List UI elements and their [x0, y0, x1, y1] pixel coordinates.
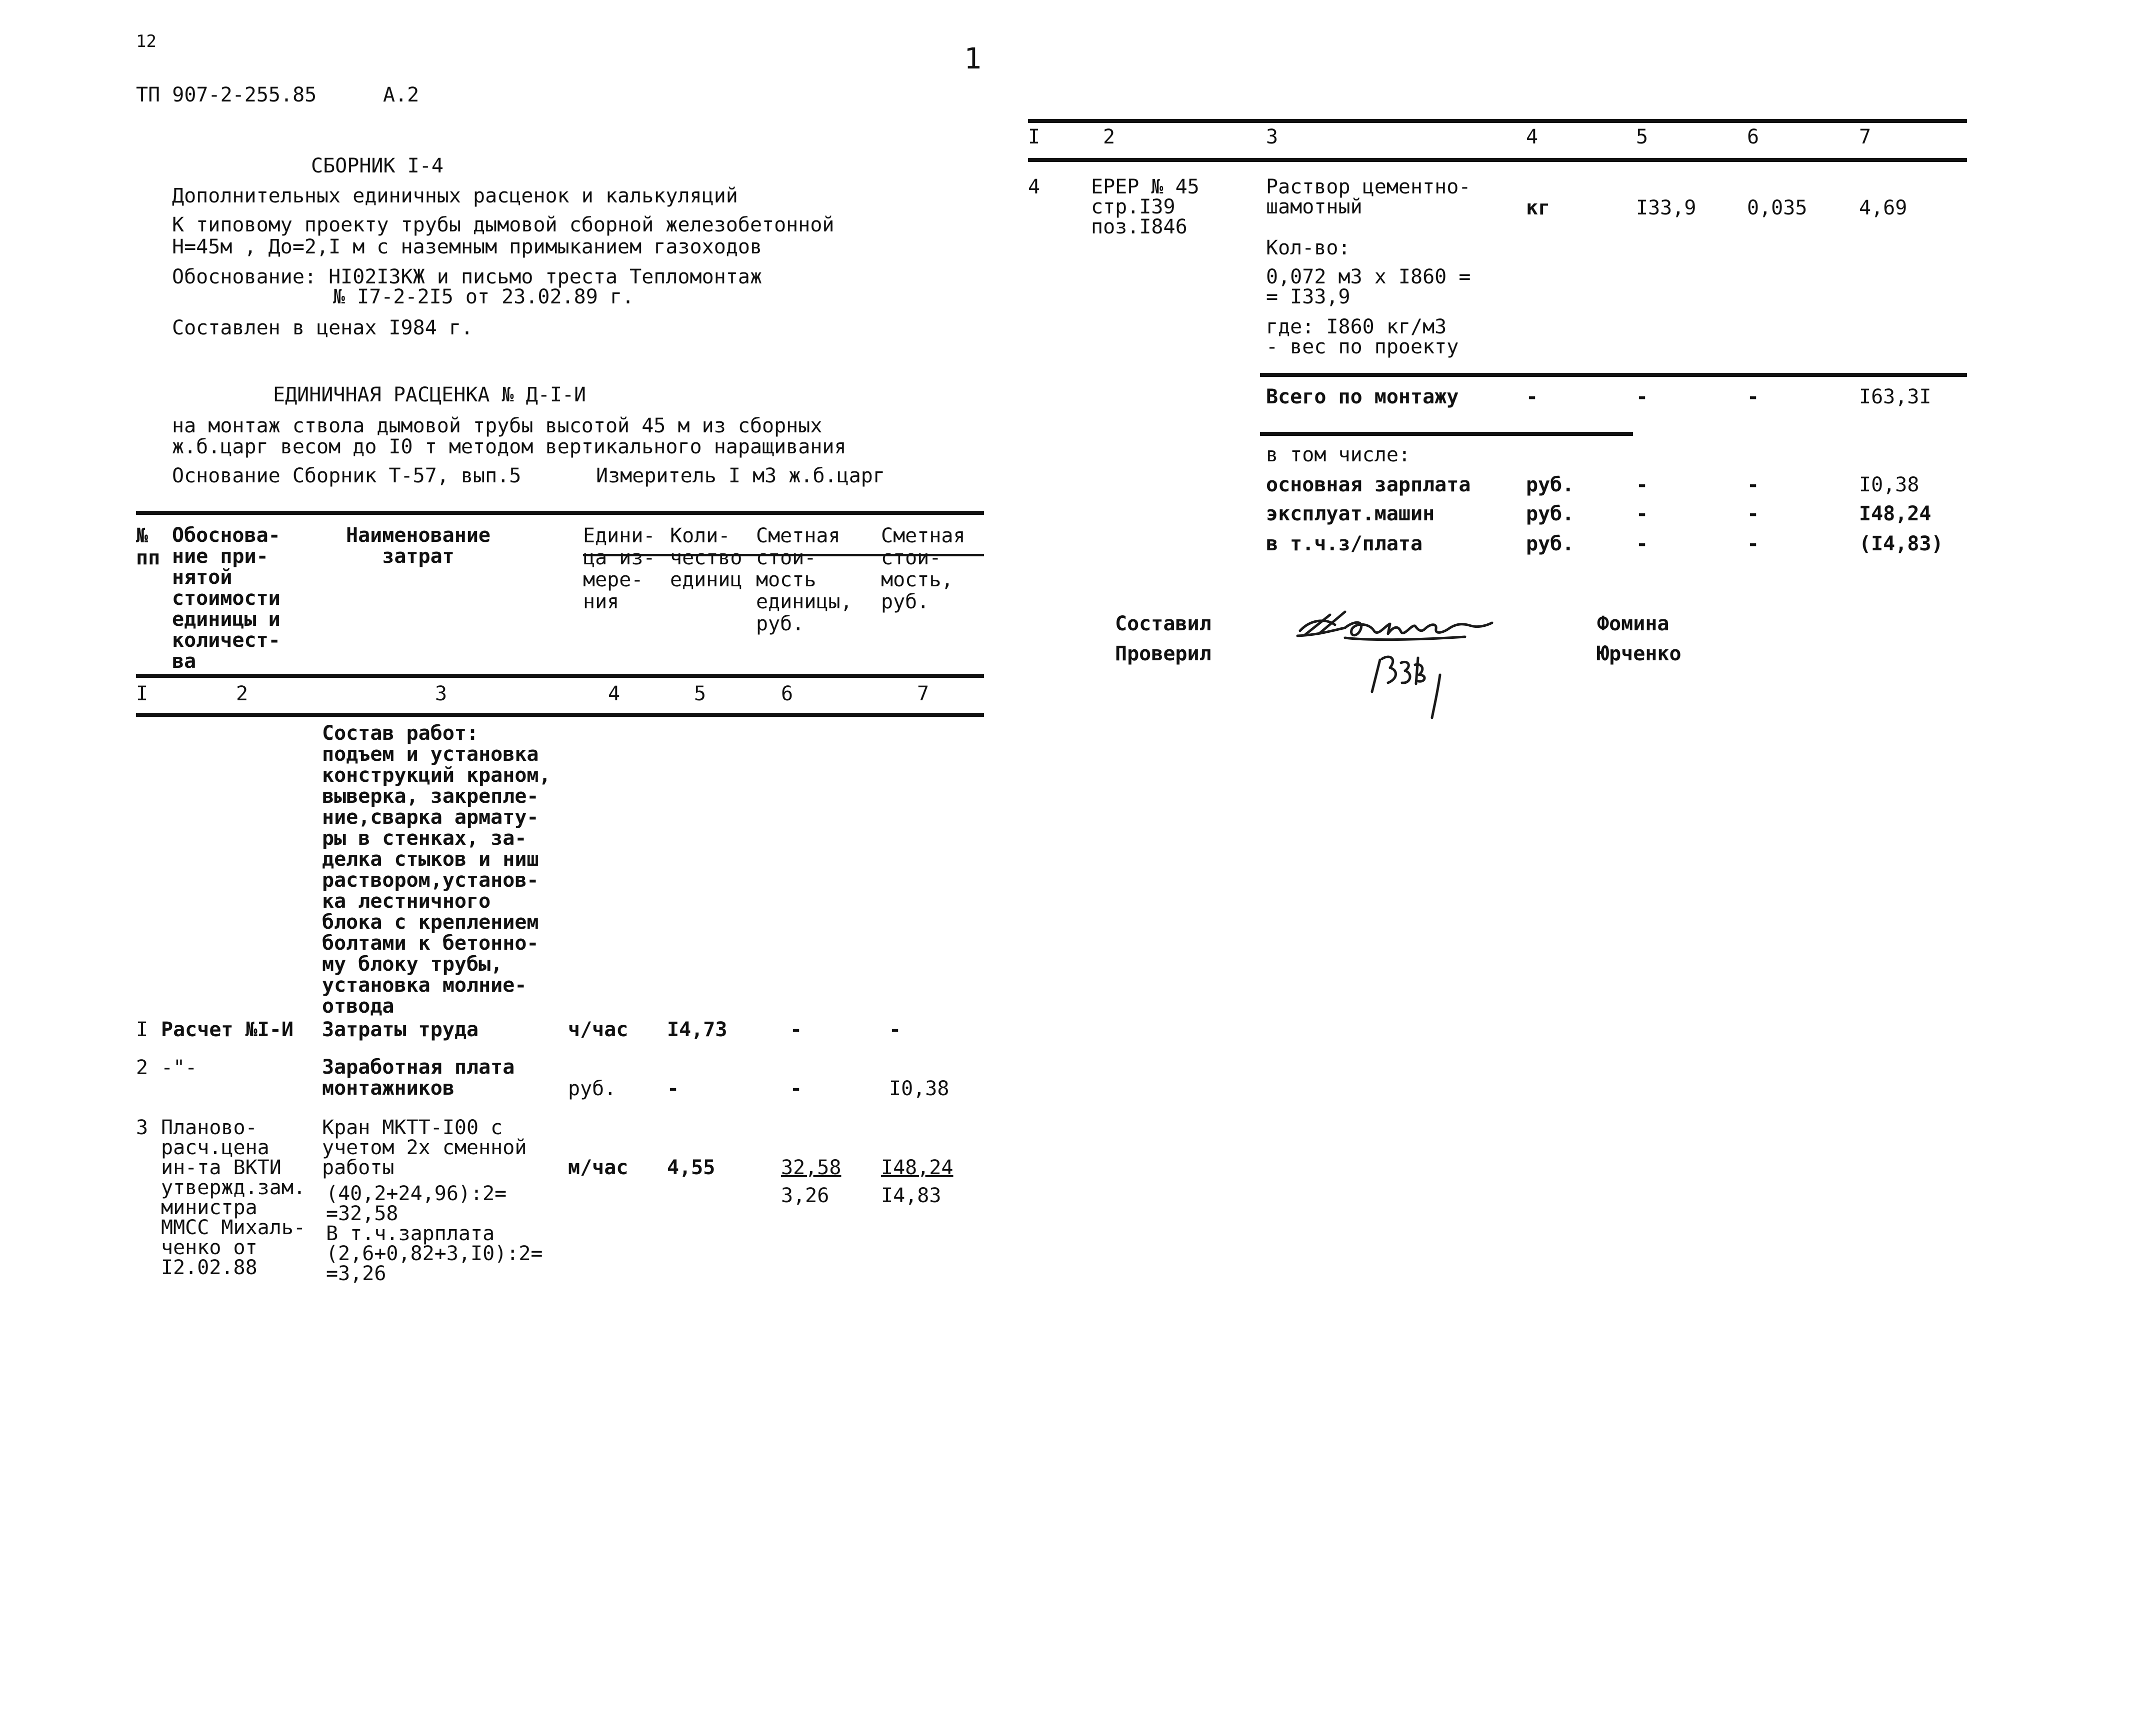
row-cost: -	[889, 1018, 902, 1041]
quantity-calculation: 0,072 м3 х I860 = = I33,9	[1266, 265, 1471, 308]
row-cost: 4,69	[1859, 196, 1908, 219]
corner-page-number: 12	[136, 31, 156, 51]
rate-basis: Основание Сборник Т-57, вып.5	[172, 464, 522, 487]
compiled-by-label: Составил	[1115, 612, 1212, 635]
including-item-col-7: (I4,83)	[1859, 532, 1944, 555]
page-marker: 1	[964, 41, 982, 75]
rate-title: ЕДИНИЧНАЯ РАСЦЕНКА № Д-I-И	[273, 383, 586, 406]
checked-by-name: Юрченко	[1597, 642, 1682, 665]
col-number-5: 5	[694, 682, 706, 705]
header-basis-line: Обоснование: НI02I3КЖ и письмо треста Тепломонтаж	[172, 265, 762, 288]
right-col-number-5: 5	[1636, 125, 1648, 148]
row-basis: -"-	[161, 1056, 198, 1079]
row-qty: -	[667, 1077, 680, 1100]
right-col-number-4: 4	[1526, 125, 1538, 148]
rate-line-1: на монтаж ствола дымовой трубы высотой 45 м из сборных	[172, 414, 822, 437]
including-item-col-5: -	[1636, 473, 1648, 496]
row-cost: I0,38	[889, 1077, 950, 1100]
header-prices-line: Составлен в ценах I984 г.	[172, 316, 474, 339]
col-number-3: 3	[435, 682, 448, 705]
including-item-col-6: -	[1747, 532, 1760, 555]
row-name: Кран МКТТ-I00 с учетом 2х сменной работы	[322, 1116, 527, 1179]
rate-meter: Измеритель I м3 ж.б.царг	[596, 464, 885, 487]
including-item-col-6: -	[1747, 473, 1760, 496]
col-number-2: 2	[236, 682, 248, 705]
row-name: Затраты труда	[322, 1018, 479, 1041]
row-unit: руб.	[568, 1077, 616, 1100]
col-header-cost: Сметная стои- мость, руб.	[881, 524, 966, 613]
checked-by-label: Проверил	[1115, 642, 1212, 665]
collection-title: СБОРНИК I-4	[311, 154, 444, 177]
including-item-label: эксплуат.машин	[1266, 502, 1435, 525]
col-header-number: № пп	[136, 524, 160, 569]
header-letter-ref: № I7-2-2I5 от 23.02.89 г.	[333, 285, 634, 308]
row-calculation: (40,2+24,96):2= =32,58 В т.ч.зарплата (2,6+0,82+3,I0):2= =3,26	[326, 1182, 543, 1285]
left-table-top-rule	[136, 511, 984, 515]
right-col-number-1: I	[1028, 125, 1040, 148]
col-number-4: 4	[608, 682, 620, 705]
including-item-col-5: -	[1636, 502, 1648, 525]
including-item-unit: руб.	[1526, 502, 1574, 525]
row-unit: ч/час	[568, 1018, 628, 1041]
left-table-header-rule	[136, 674, 984, 678]
col-header-unit-cost: Сметная стои- мость единицы, руб.	[756, 524, 852, 635]
right-col-number-3: 3	[1266, 125, 1278, 148]
row-unit-cost: -	[790, 1077, 802, 1100]
including-item-unit: руб.	[1526, 532, 1574, 555]
weight-note: где: I860 кг/м3 - вес по проекту	[1266, 315, 1459, 358]
header-line-3: Н=45м , До=2,I м с наземным примыканием газоходов	[172, 235, 762, 258]
including-item-col-7: I48,24	[1859, 502, 1932, 525]
document-code: ТП 907-2-255.85	[136, 83, 317, 106]
col-header-unit: Едини- ца из- мере- ния	[583, 524, 656, 613]
work-composition: Состав работ: подъем и установка конструкций краном, выверка, закрепле- ние,сварка армату- ры в стенках, за- делка стыков и ниш раствором,установ- ка лестничного блока с креплением болтами к бетонно- му блоку трубы, установка молние- отвода	[322, 722, 551, 1018]
header-line-1: Дополнительных единичных расценок и калькуляций	[172, 184, 738, 207]
rate-line-2: ж.б.царг весом до I0 т методом вертикального наращивания	[172, 435, 846, 458]
col-number-6: 6	[781, 682, 794, 705]
total-col-7: I63,3I	[1859, 385, 1932, 408]
total-col-5: -	[1636, 385, 1648, 408]
right-table-numbers-rule	[1028, 158, 1967, 162]
total-col-4: -	[1526, 385, 1538, 408]
including-item-col-6: -	[1747, 502, 1760, 525]
including-item-label: в т.ч.з/плата	[1266, 532, 1423, 555]
row-unit-cost: 32,58	[781, 1156, 842, 1179]
row-number: 2	[136, 1056, 148, 1079]
including-item-col-5: -	[1636, 532, 1648, 555]
appendix-label: А.2	[383, 83, 420, 106]
row-qty: I4,73	[667, 1018, 728, 1041]
header-inner-rule	[583, 554, 984, 556]
row-basis: Расчет №I-И	[161, 1018, 294, 1041]
including-item-unit: руб.	[1526, 473, 1574, 496]
right-table-total-rule	[1260, 373, 1967, 377]
including-item-label: основная зарплата	[1266, 473, 1471, 496]
row-number: I	[136, 1018, 148, 1041]
row-name: Заработная плата монтажников	[322, 1056, 515, 1100]
col-header-qty: Коли- чество единиц	[670, 524, 742, 591]
row-name: Раствор цементно- шамотный	[1266, 175, 1471, 218]
col-number-7: 7	[917, 682, 930, 705]
row-unit-cost: 0,035	[1747, 196, 1808, 219]
row-unit-cost: -	[790, 1018, 802, 1041]
header-line-2: К типовому проекту трубы дымовой сборной железобетонной	[172, 213, 834, 236]
left-table-numbers-rule	[136, 713, 984, 717]
including-item-col-7: I0,38	[1859, 473, 1920, 496]
right-col-number-7: 7	[1859, 125, 1872, 148]
col-header-basis: Обоснова- ние при- нятой стоимости единицы и количест- ва	[172, 524, 280, 673]
total-col-6: -	[1747, 385, 1760, 408]
right-col-number-6: 6	[1747, 125, 1760, 148]
right-col-number-2: 2	[1103, 125, 1116, 148]
total-label: Всего по монтажу	[1266, 385, 1459, 408]
row-qty: I33,9	[1636, 196, 1696, 219]
row-unit: м/час	[568, 1156, 628, 1179]
row-basis: ЕРЕР № 45 стр.I39 поз.I846	[1091, 175, 1200, 238]
compiled-by-name: Фомина	[1597, 612, 1670, 635]
handwritten-signature	[1290, 600, 1500, 730]
quantity-label: Кол-во:	[1266, 236, 1350, 259]
col-header-name: Наименование затрат	[346, 524, 490, 568]
row-unit-cost-wages: 3,26	[781, 1184, 830, 1207]
row-cost: I48,24	[881, 1156, 954, 1179]
row-basis: Планово- расч.цена ин-та ВКТИ утвержд.зам. министра ММСС Михаль- ченко от I2.02.88	[161, 1116, 306, 1279]
row-cost-wages: I4,83	[881, 1184, 942, 1207]
row-unit: кг	[1526, 196, 1550, 219]
row-number: 4	[1028, 175, 1040, 198]
including-label: в том числе:	[1266, 443, 1410, 466]
row-qty: 4,55	[667, 1156, 716, 1179]
row-number: 3	[136, 1116, 148, 1139]
including-rule	[1260, 432, 1633, 436]
right-table-top-rule	[1028, 119, 1967, 123]
col-number-1: I	[136, 682, 148, 705]
